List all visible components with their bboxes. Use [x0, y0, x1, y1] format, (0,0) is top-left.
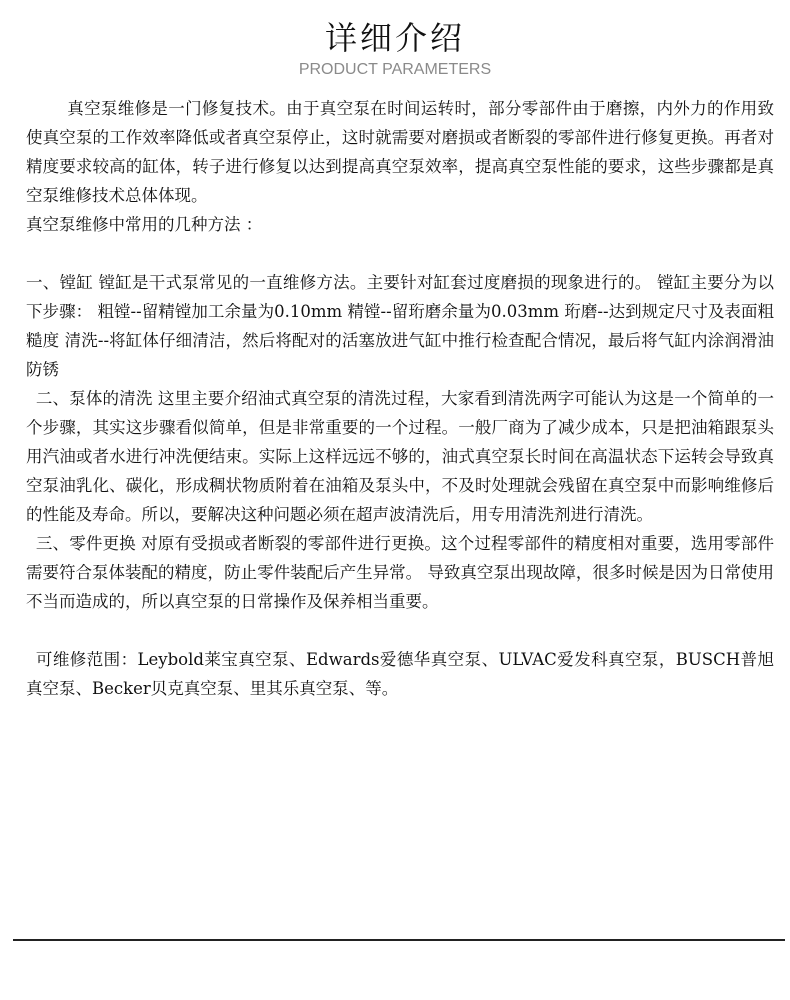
- method-1-paragraph: 一、镗缸 镗缸是干式泵常见的一直维修方法。主要针对缸套过度磨损的现象进行的。 镗缸主要分为以下步骤： 粗镗--留精镗加工余量为0.10mm 精镗--留珩磨余量为0.03mm 珩磨--达到规定尺寸及表面粗糙度 清洗--将缸体仔细清洁，然后将配对的活塞放进气缸中推行检查配合情况，最后将气缸内涂润滑油防锈: [26, 273, 774, 379]
- method-3-paragraph: 三、零件更换 对原有受损或者断裂的零部件进行更换。这个过程零部件的精度相对重要，选用零部件需要符合泵体装配的精度，防止零件装配后产生异常。 导致真空泵出现故障，很多时候是因为日常使用不当而造成的，所以真空泵的日常操作及保养相当重要。: [26, 534, 774, 611]
- bottom-divider: [13, 939, 785, 941]
- paragraph-spacer: [26, 616, 774, 645]
- method-2-paragraph: 二、泵体的清洗 这里主要介绍油式真空泵的清洗过程，大家看到清洗两字可能认为这是一个简单的一个步骤，其实这步骤看似简单，但是非常重要的一个过程。一般厂商为了减少成本，只是把油箱跟泵头用汽油或者水进行冲洗便结束。实际上这样远远不够的，油式真空泵长时间在高温状态下运转会导致真空泵油乳化、碳化，形成稠状物质附着在油箱及泵头中，不及时处理就会残留在真空泵中而影响维修后的性能及寿命。所以，要解决这种问题必须在超声波清洗后，用专用清洗剂进行清洗。: [26, 389, 774, 524]
- intro-paragraph: 真空泵维修是一门修复技术。由于真空泵在时间运转时，部分零部件由于磨擦，内外力的作用致使真空泵的工作效率降低或者真空泵停止，这时就需要对磨损或者断裂的零部件进行修复更换。再者对精度要求较高的缸体，转子进行修复以达到提高真空泵效率，提高真空泵性能的要求，这些步骤都是真空泵维修技术总体体现。: [26, 99, 774, 205]
- page-title: 详细介绍: [324, 19, 465, 57]
- scope-paragraph: 可维修范围：Leybold莱宝真空泵、Edwards爱德华真空泵、ULVAC爱发科真空泵，BUSCH普旭真空泵、Becker贝克真空泵、里其乐真空泵、等。: [26, 650, 774, 698]
- page-subtitle: PRODUCT PARAMETERS: [298, 61, 492, 78]
- paragraph-spacer: [26, 239, 774, 268]
- page-header: [0, 18, 790, 80]
- article-body: [26, 94, 774, 703]
- methods-heading: 真空泵维修中常用的几种方法 ：: [26, 215, 263, 234]
